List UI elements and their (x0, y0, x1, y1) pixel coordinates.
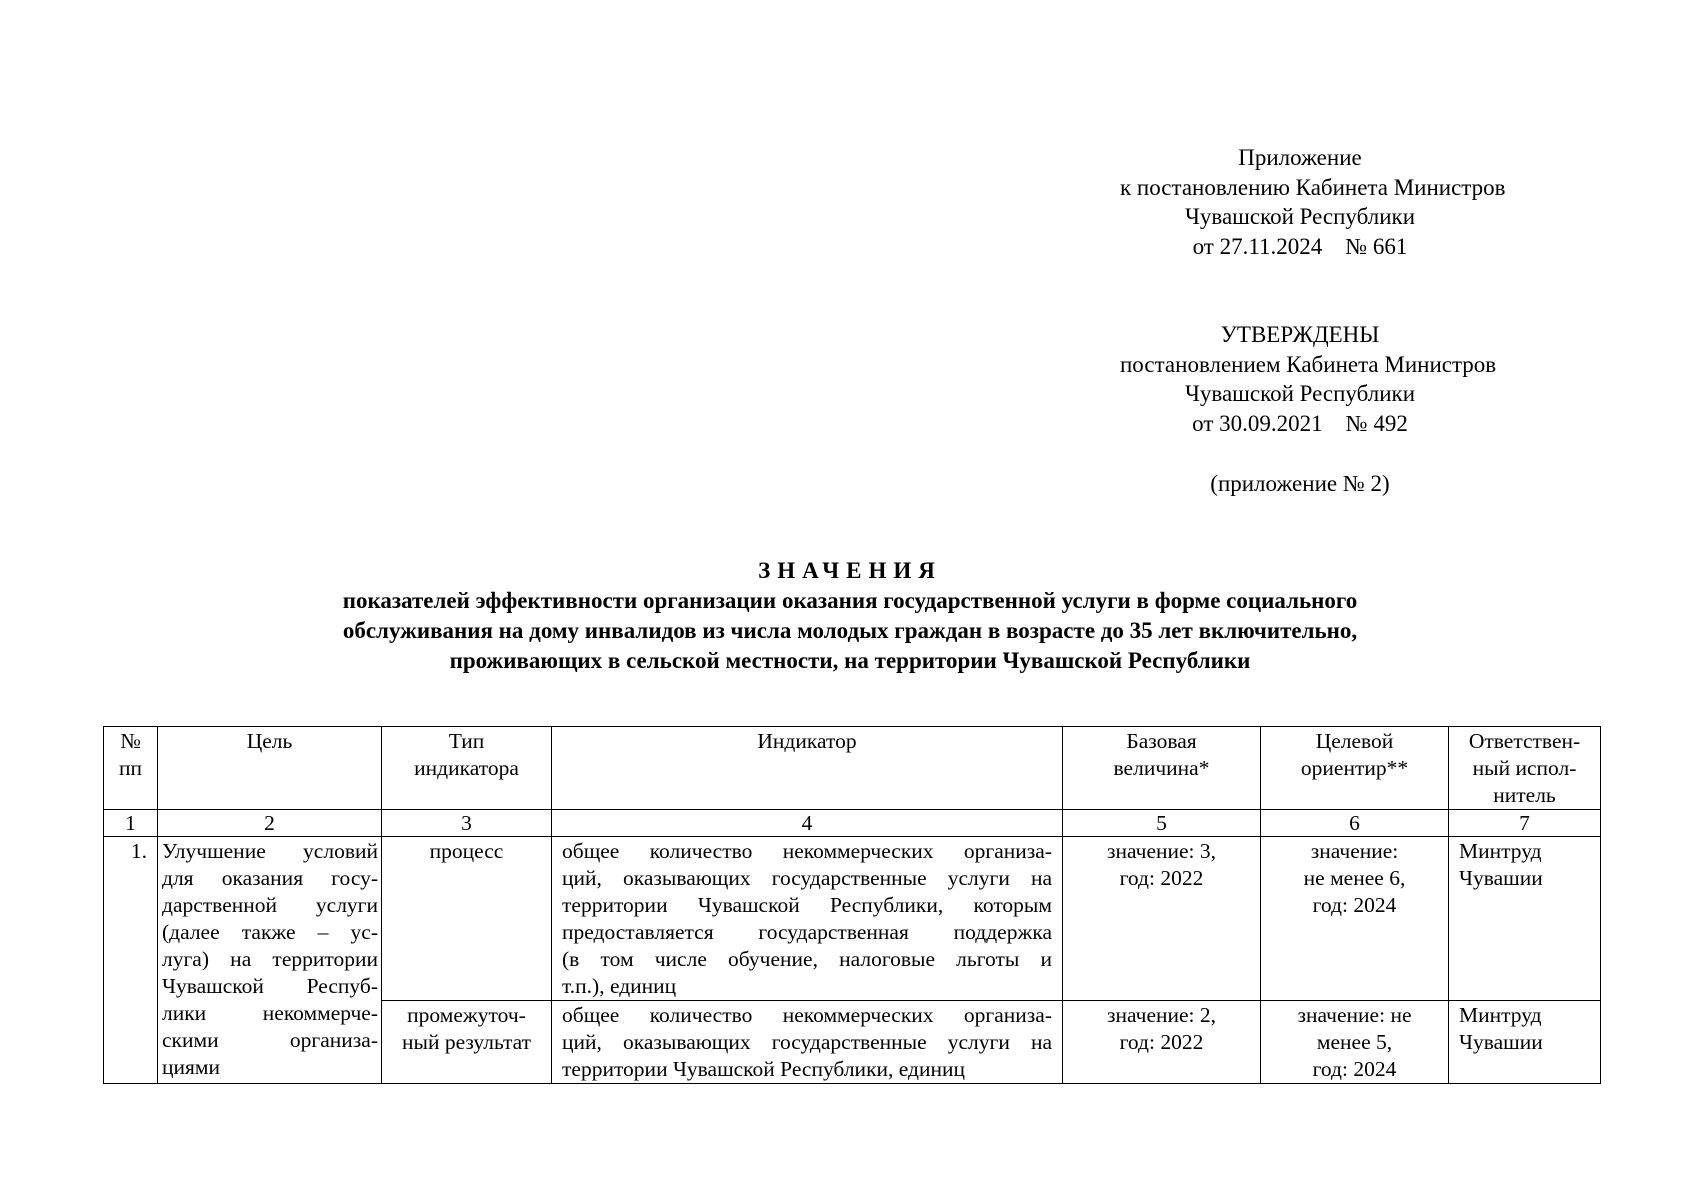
column-number: 2 (158, 810, 382, 837)
base-value-line: год: 2022 (1119, 1030, 1204, 1054)
header-responsible-line: ный испол- (1472, 756, 1577, 780)
approved-line: постановлением Кабинета Министров (1120, 351, 1497, 377)
header-indicator-line: Индикатор (757, 729, 857, 753)
row-number: 1. (104, 837, 158, 1084)
appendix-line: Чувашской Республики (1184, 204, 1416, 229)
appendix-block (1120, 143, 1506, 261)
goal-line: Улучшение условий (162, 839, 378, 863)
header-goal-line: Цель (246, 729, 293, 753)
responsible-line: Минтруд (1459, 839, 1542, 863)
base-value-line: значение: 2, (1106, 1003, 1217, 1027)
heading-line: проживающих в сельской местности, на территории Чувашской Республики (449, 648, 1251, 673)
base-value-line: год: 2022 (1119, 866, 1204, 890)
appendix-number-text: (приложение № 2) (1210, 471, 1390, 496)
appendix-date-line: от 27.11.2024 № 661 (1192, 233, 1408, 259)
goal-line: луга) на территории (162, 947, 378, 971)
header-base-line: Базовая (1126, 729, 1197, 753)
base-value-line: значение: 3, (1106, 839, 1217, 863)
indicator-line: (в том числе обучение, налоговые льготы и (562, 947, 1052, 971)
indicator-type-line: ный результат (402, 1030, 531, 1054)
target-value-line: значение: не (1297, 1003, 1412, 1027)
header-type (382, 727, 552, 810)
approved-line: УТВЕРЖДЕНЫ (1220, 322, 1380, 347)
target-value-line: не менее 6, (1303, 866, 1406, 890)
header-num-line: № (120, 729, 141, 753)
appendix-number (1120, 469, 1480, 499)
heading-line: обслуживания на дому инвалидов из числа молодых граждан в возрасте до 35 лет включительно, (342, 618, 1358, 643)
goal-line: циями (162, 1055, 221, 1079)
indicator-type (382, 1001, 552, 1084)
indicator-line: территории Чувашской Республики, единиц (562, 1057, 965, 1081)
table-row (104, 837, 1601, 1001)
header-base-line: величина* (1113, 756, 1210, 780)
indicator-line: территории Чувашской Республики, которым (562, 893, 1052, 917)
responsible-line: Минтруд (1459, 1003, 1542, 1027)
target-value-cell (1261, 1001, 1449, 1084)
column-number: 1 (104, 810, 158, 837)
responsible-cell (1449, 1001, 1601, 1084)
indicator-line: общее количество некоммерческих организа- (562, 1003, 1052, 1027)
goal-line: лики некоммерче- (162, 1001, 378, 1025)
goal-line: (далее также – ус- (162, 920, 378, 944)
base-value-cell (1063, 837, 1261, 1001)
target-value-line: год: 2024 (1312, 1057, 1397, 1081)
column-number: 5 (1063, 810, 1261, 837)
indicator-type-line: промежуточ- (407, 1003, 526, 1027)
table-header-row (104, 727, 1601, 810)
header-responsible (1449, 727, 1601, 810)
header-goal (158, 727, 382, 810)
base-value-cell (1063, 1001, 1261, 1084)
indicator-type: процесс (382, 837, 552, 1001)
target-value-line: год: 2024 (1312, 893, 1397, 917)
header-num (104, 727, 158, 810)
document-heading (200, 556, 1500, 676)
column-number: 6 (1261, 810, 1449, 837)
header-type-line: индикатора (414, 756, 519, 780)
column-number: 7 (1449, 810, 1601, 837)
header-responsible-line: нитель (1493, 783, 1556, 807)
appendix-line: Приложение (1238, 145, 1362, 170)
header-num-line: пп (118, 756, 142, 780)
header-target-line: ориентир** (1300, 756, 1409, 780)
approved-date-line: от 30.09.2021 № 492 (1192, 410, 1408, 436)
goal-line: Чувашской Респуб- (162, 974, 378, 998)
goal-line: дарственной услуги (162, 893, 378, 917)
header-indicator (552, 727, 1063, 810)
indicator-cell (552, 837, 1063, 1001)
indicator-line: предоставляется государственная поддержка (562, 920, 1052, 944)
responsible-line: Чувашии (1459, 1030, 1543, 1054)
approved-line: Чувашской Республики (1184, 381, 1416, 406)
goal-cell (158, 837, 382, 1084)
goal-line: скими организа- (162, 1028, 378, 1052)
goal-line: для оказания госу- (162, 866, 378, 890)
indicator-line: т.п.), единиц (562, 974, 677, 998)
heading-title: ЗНАЧЕНИЯ (758, 558, 942, 583)
indicator-line: общее количество некоммерческих организа- (562, 839, 1052, 863)
responsible-cell (1449, 837, 1601, 1001)
responsible-line: Чувашии (1459, 866, 1543, 890)
header-type-line: Тип (448, 729, 485, 753)
header-target (1261, 727, 1449, 810)
column-number: 4 (552, 810, 1063, 837)
header-responsible-line: Ответствен- (1468, 729, 1581, 753)
appendix-line: к постановлению Кабинета Министров (1120, 174, 1506, 200)
column-number-row (104, 810, 1601, 837)
indicator-line: ций, оказывающих государственные услуги на (562, 1030, 1052, 1054)
approved-block (1120, 320, 1497, 438)
target-value-cell (1261, 837, 1449, 1001)
heading-line: показателей эффективности организации оказания государственной услуги в форме социального (342, 588, 1358, 613)
column-number: 3 (382, 810, 552, 837)
indicator-line: ций, оказывающих государственные услуги на (562, 866, 1052, 890)
target-value-line: значение: (1310, 839, 1399, 863)
header-base (1063, 727, 1261, 810)
indicator-cell (552, 1001, 1063, 1084)
header-target-line: Целевой (1315, 729, 1394, 753)
target-value-line: менее 5, (1316, 1030, 1393, 1054)
indicators-table (103, 726, 1601, 1084)
